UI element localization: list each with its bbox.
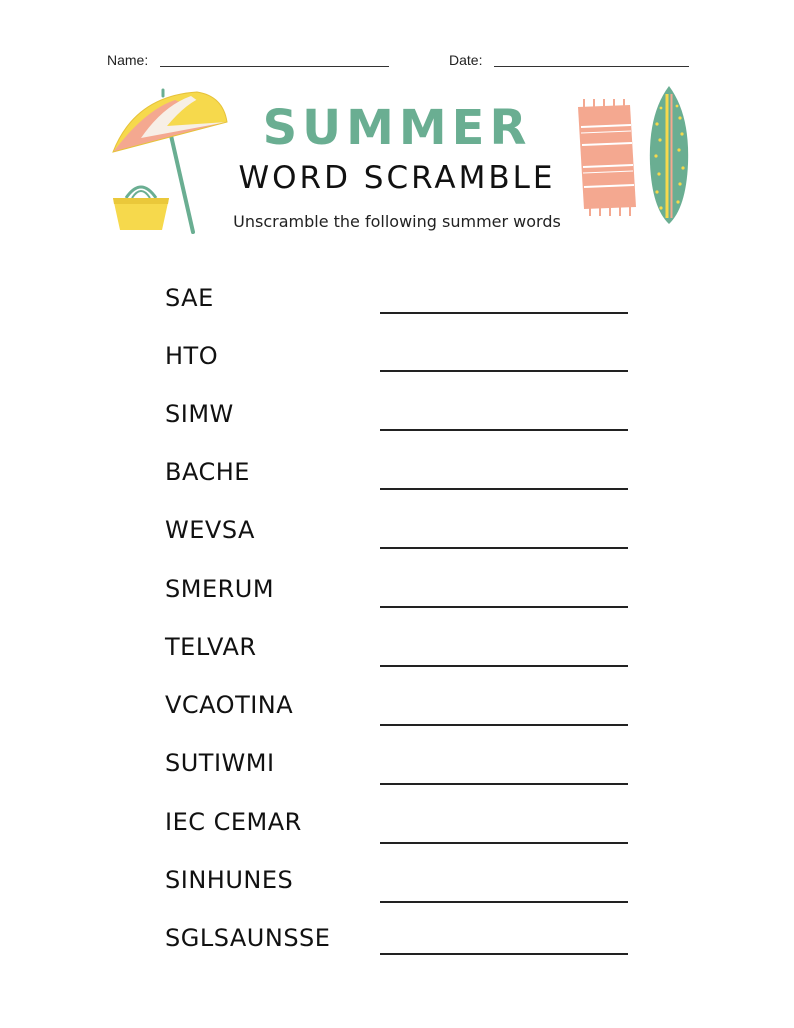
scrambled-word: BACHE bbox=[165, 458, 250, 486]
scrambled-word: SIMW bbox=[165, 400, 234, 428]
name-field[interactable] bbox=[160, 66, 389, 67]
date-label: Date: bbox=[449, 52, 483, 68]
scrambled-word: SUTIWMI bbox=[165, 749, 275, 777]
scrambled-word: TELVAR bbox=[165, 633, 257, 661]
answer-line[interactable] bbox=[380, 370, 628, 372]
scrambled-word: SMERUM bbox=[165, 575, 275, 603]
scrambled-word: IEC CEMAR bbox=[165, 808, 302, 836]
scrambled-word: SAE bbox=[165, 284, 214, 312]
scrambled-word: HTO bbox=[165, 342, 219, 370]
scrambled-word: VCAOTINA bbox=[165, 691, 294, 719]
answer-line[interactable] bbox=[380, 783, 628, 785]
scrambled-word: SGLSAUNSSE bbox=[165, 924, 331, 952]
answer-line[interactable] bbox=[380, 312, 628, 314]
answer-line[interactable] bbox=[380, 488, 628, 490]
answer-line[interactable] bbox=[380, 665, 628, 667]
name-label: Name: bbox=[107, 52, 149, 68]
answer-line[interactable] bbox=[380, 724, 628, 726]
answer-line[interactable] bbox=[380, 606, 628, 608]
scrambled-word: SINHUNES bbox=[165, 866, 294, 894]
answer-line[interactable] bbox=[380, 953, 628, 955]
scrambled-word: WEVSA bbox=[165, 516, 255, 544]
instructions: Unscramble the following summer words bbox=[233, 212, 561, 231]
date-field[interactable] bbox=[494, 66, 689, 67]
page-title: SUMMER bbox=[262, 100, 532, 156]
answer-line[interactable] bbox=[380, 901, 628, 903]
answer-line[interactable] bbox=[380, 842, 628, 844]
answer-line[interactable] bbox=[380, 429, 628, 431]
answer-line[interactable] bbox=[380, 547, 628, 549]
page-subtitle: WORD SCRAMBLE bbox=[238, 160, 556, 196]
